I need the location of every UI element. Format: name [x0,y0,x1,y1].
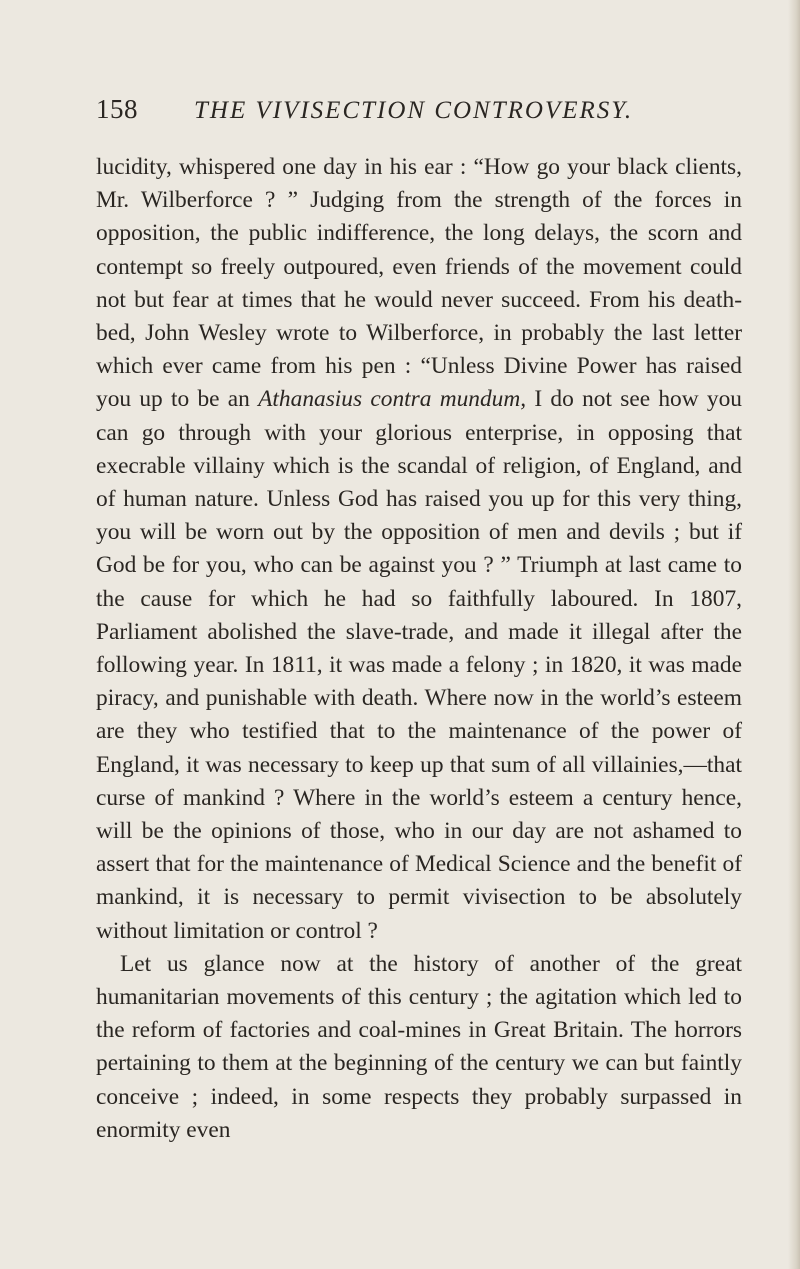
paragraph-1-text-a: lucidity, whispered one day in his ear : “How go your black clients, Mr. Wilberforce ? ” Judging from the strength of the forces in opposition, the public indifference, the long delays, the scorn and contempt so freely outpoured, even friends of the movement could not but fear at times that he would never succeed. From his death-bed, John Wesley wrote to Wilberforce, in probably the last letter which ever came from his pen : “Unless Divine Power has raised you up to be an [96,154,742,413]
running-head [96,94,736,134]
paragraph-1 [96,151,742,948]
page-edge-shadow [788,0,800,1269]
body-text [96,151,742,1147]
page-number: 158 [96,94,138,124]
paragraph-1-italic-phrase: Athanasius contra mundum, [258,386,527,413]
paragraph-2: Let us glance now at the history of another of the great humanitarian movements of this century ; the agitation which led to the reform of factories and coal-mines in Great Britain. The horrors pertaining to them at the beginning of the century we can but faintly conceive ; indeed, in some respects they probably surpassed in enormity even [96,950,742,1143]
running-title: THE VIVISECTION CONTROVERSY. [194,97,634,124]
paragraph-1-text-b: I do not see how you can go through with your glorious enterprise, in opposing that execrable villainy which is the scandal of religion, of England, and of human nature. Unless God has raised you up for this very thing, you will be worn out by the opposition of men and devils ; but if God be for you, who can be against you ? ” Triumph at last came to the cause for which he had so faithfully laboured. In 1807, Parliament abolished the slave-trade, and made it illegal after the following year. In 1811, it was made a felony ; in 1820, it was made piracy, and punishable with death. Where now in the world’s esteem are they who testified that to the maintenance of the power of England, it was necessary to keep up that sum of all villainies,—that curse of mankind ? Where in the world’s esteem a century hence, will be the opinions of those, who in our day are not ashamed to assert that for the maintenance of Medical Science and the benefit of mankind, it is necessary to permit vivisection to be absolutely without limitation or control ? [96,386,742,944]
